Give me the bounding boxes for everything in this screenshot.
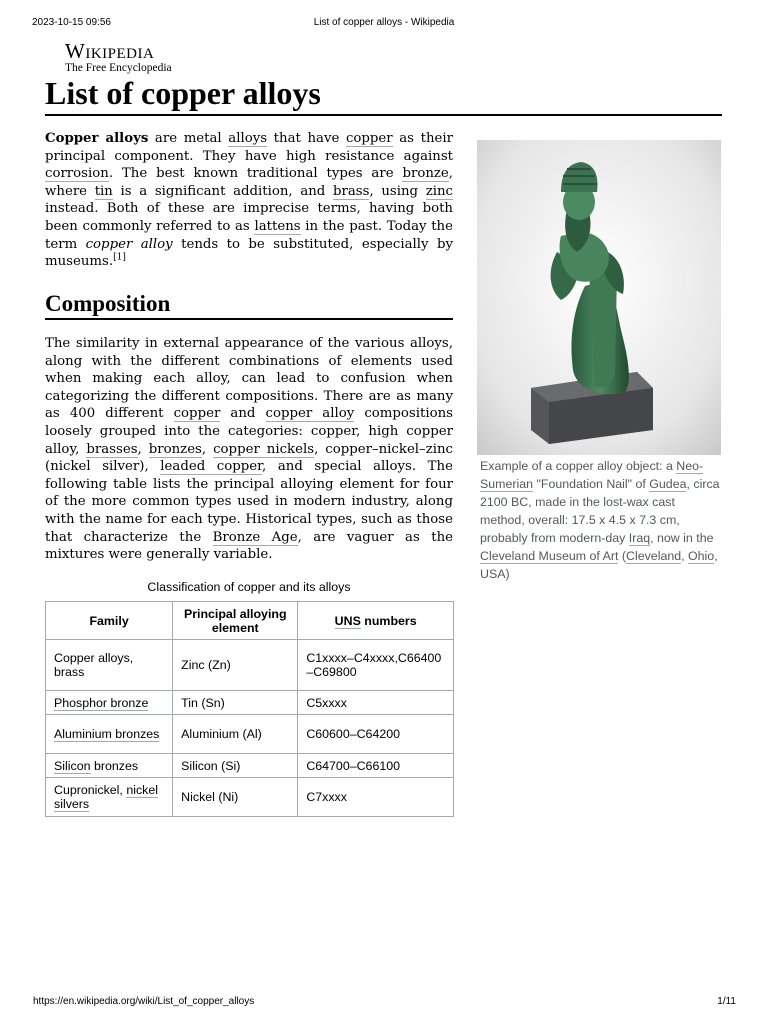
- cell-uns: C7xxxx: [298, 778, 454, 817]
- intro-text: is a significant addition, and: [112, 183, 333, 199]
- header-uns-text: numbers: [360, 613, 417, 628]
- intro-text: as their principal component. They have high resistance against: [45, 131, 453, 164]
- section-divider: [45, 318, 453, 320]
- link-nickel-silvers[interactable]: nickel silvers: [54, 783, 158, 811]
- caption-text: , circa 2100 BC, made in the lost-wax cast method, overall: 17.5 x 4.5 x 7.3 cm, probably from modern-day: [480, 477, 720, 545]
- link-tin[interactable]: tin: [94, 183, 113, 199]
- cell-family: [46, 715, 173, 754]
- alloys-table: [45, 601, 454, 817]
- table-row: [46, 778, 454, 817]
- header-element: Principal alloying element: [173, 602, 298, 640]
- cell-family: [46, 778, 173, 817]
- print-timestamp: 2023-10-15 09:56: [32, 17, 111, 28]
- intro-text: , where: [45, 166, 453, 199]
- composition-paragraph: [45, 335, 453, 564]
- composition-text: , copper–nickel–zinc (nickel silver),: [45, 441, 453, 475]
- link-silicon[interactable]: Silicon: [54, 758, 91, 773]
- header-family: Family: [46, 602, 173, 640]
- link-copper[interactable]: copper: [345, 131, 393, 146]
- composition-text: compositions loosely grouped into the categories: copper, high copper alloy,: [45, 406, 453, 457]
- page-title: List of copper alloys: [45, 75, 321, 111]
- link-bronze-age[interactable]: Bronze Age: [212, 529, 298, 545]
- link-corrosion[interactable]: corrosion: [45, 166, 109, 182]
- link-brass[interactable]: brass: [332, 183, 370, 199]
- table-caption: Classification of copper and its alloys: [147, 580, 351, 594]
- table-row: [46, 640, 454, 691]
- composition-text: , are vaguer as the mixtures were generally variable.: [45, 529, 453, 563]
- cell-uns: C60600–C64200: [298, 715, 454, 754]
- print-url[interactable]: https://en.wikipedia.org/wiki/List_of_copper_alloys: [33, 996, 255, 1007]
- link-lattens[interactable]: lattens: [254, 218, 301, 234]
- section-heading-composition: Composition: [45, 291, 171, 316]
- cell-element: Nickel (Ni): [173, 778, 298, 817]
- print-page-number: 1/11: [717, 996, 736, 1007]
- link-copper-alloy[interactable]: copper alloy: [265, 406, 355, 422]
- intro-bold-term: Copper alloys: [45, 131, 149, 146]
- link-copper-nickels[interactable]: copper nickels: [213, 441, 315, 457]
- link-cleveland[interactable]: Cleveland: [626, 549, 682, 563]
- caption-text: "Foundation Nail" of: [533, 477, 650, 491]
- link-zinc[interactable]: zinc: [425, 183, 453, 199]
- cell-uns: C5xxxx: [298, 691, 454, 715]
- figure-caption: [477, 457, 721, 583]
- header-uns: [298, 602, 454, 640]
- caption-text: ,: [681, 549, 689, 563]
- table-row: [46, 754, 454, 778]
- cell-family: Copper alloys, brass: [46, 640, 173, 691]
- wikipedia-logo[interactable]: [65, 40, 172, 75]
- table-header-row: [46, 602, 454, 640]
- cell-element: Tin (Sn): [173, 691, 298, 715]
- link-alloys[interactable]: alloys: [228, 131, 268, 146]
- logo-wordmark: [65, 40, 172, 62]
- cell-element: Silicon (Si): [173, 754, 298, 778]
- link-bronzes[interactable]: bronzes: [148, 441, 202, 457]
- foundation-nail-photo[interactable]: [477, 140, 721, 455]
- link-neo-sumerian[interactable]: Neo-Sumerian: [480, 459, 704, 491]
- cell-uns: C1xxxx–C4xxxx,C66400–C69800: [298, 640, 454, 691]
- cell-family-text: Cupronickel,: [54, 783, 127, 797]
- link-iraq[interactable]: Iraq: [628, 531, 651, 545]
- composition-text: ,: [201, 441, 214, 457]
- link-copper-2[interactable]: copper: [173, 406, 221, 422]
- link-ohio[interactable]: Ohio: [688, 549, 715, 563]
- intro-italic-term: copper alloy: [85, 236, 173, 252]
- link-phosphor-bronze[interactable]: Phosphor bronze: [54, 695, 149, 710]
- cell-element: Aluminium (Al): [173, 715, 298, 754]
- logo-wordmark-text: Wikipedia: [65, 39, 155, 63]
- composition-text: and: [220, 406, 266, 422]
- link-gudea[interactable]: Gudea: [649, 477, 687, 491]
- cell-family-text: bronzes: [90, 758, 139, 773]
- intro-paragraph: [45, 130, 453, 271]
- caption-text: Example of a copper alloy object: a: [480, 459, 677, 473]
- cell-element: Zinc (Zn): [173, 640, 298, 691]
- intro-text: tends to be substituted, especially by museums.: [45, 236, 453, 270]
- print-footer: [0, 996, 768, 1010]
- title-divider: [45, 114, 722, 116]
- link-bronze[interactable]: bronze: [402, 166, 449, 182]
- link-cleveland-museum-of-art[interactable]: Cleveland Museum of Art: [480, 549, 619, 563]
- link-brasses[interactable]: brasses: [86, 441, 138, 457]
- caption-text: , now in the: [650, 531, 714, 545]
- reference-1[interactable]: [1]: [113, 252, 126, 263]
- intro-text: that have: [267, 131, 346, 146]
- intro-text: are metal: [148, 131, 229, 146]
- intro-text: in the past. Today the term: [45, 218, 453, 252]
- table-row: [46, 691, 454, 715]
- link-aluminium-bronzes[interactable]: Aluminium bronzes: [54, 727, 160, 741]
- table-row: [46, 715, 454, 754]
- composition-text: , and special alloys. The following table lists the principal alloying element for four of the more common types used in modern industry, along with the name for each type. Historical types, such as those that characterize the: [45, 459, 453, 545]
- figure-foundation-nail: [477, 140, 721, 583]
- link-leaded-copper[interactable]: leaded copper: [160, 459, 263, 475]
- cell-family: [46, 754, 173, 778]
- intro-text: . The best known traditional types are: [108, 166, 403, 182]
- intro-text: , using: [369, 183, 426, 199]
- intro-text: instead. Both of these are imprecise terms, having both been commonly referred to as: [45, 201, 453, 234]
- print-header: [0, 17, 768, 31]
- cell-uns: C64700–C66100: [298, 754, 454, 778]
- link-uns[interactable]: UNS: [334, 613, 361, 628]
- caption-text: (: [618, 549, 627, 563]
- composition-text: ,: [137, 441, 149, 457]
- cell-family: [46, 691, 173, 715]
- print-doc-title: List of copper alloys - Wikipedia: [313, 17, 455, 28]
- logo-tagline: The Free Encyclopedia: [65, 62, 172, 74]
- composition-text: The similarity in external appearance of the various alloys, along with the different combinations of elements used when making each alloy, can lead to confusion when categorizing the different compositions. There are as many as 400 different: [45, 336, 453, 422]
- caption-text: , USA): [480, 549, 718, 581]
